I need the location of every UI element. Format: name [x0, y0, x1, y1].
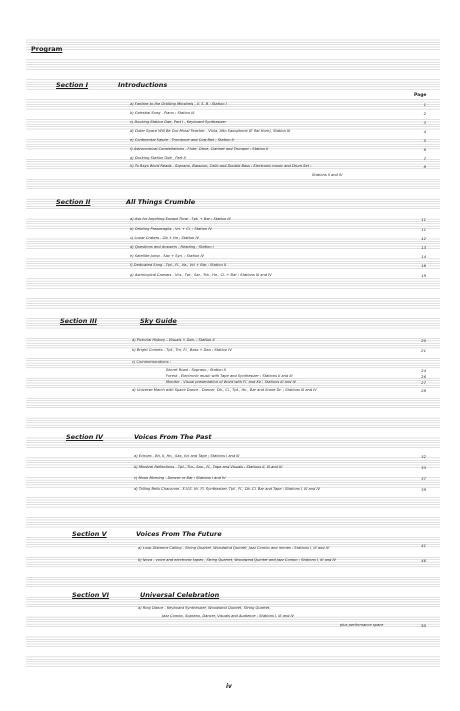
page-number: 12 — [421, 236, 426, 241]
section-3-title: Sky Guide — [140, 317, 177, 325]
page-number: 24 — [421, 368, 426, 373]
section-1-number: Section I — [56, 81, 89, 89]
page-number: 11 — [421, 217, 426, 222]
page-folio: iv — [226, 683, 232, 690]
page-number: 27 — [421, 380, 426, 385]
list-item: b) Nova - voice and electronic tapes , String Quartet, Woodwind Quintet and Jazz Combo ; Stations I, III and IV — [138, 558, 336, 562]
page-column-heading: Page — [414, 93, 427, 98]
list-item: b) Celestial Song - Piano ; Station III — [130, 111, 195, 115]
page-number: 21 — [421, 348, 426, 353]
section-2-title: All Things Crumble — [126, 198, 196, 206]
section-1-title: Introductions — [118, 81, 168, 89]
list-subitem: Monitor - Visual presentation of Word with Fl. and Kb ; Stations III and IV — [166, 380, 297, 384]
page-number: 37 — [421, 476, 426, 481]
page-number: 41 — [421, 543, 426, 548]
list-item-continuation: Jazz Combo, Soprano, Dancer, Visuals and Audience ; Stations I, III and IV — [162, 614, 295, 618]
list-item: a) Loop Distance Calling - String Quartet, Woodwind Quintet, Jazz Combo and mimes ; Stations I, III and IV — [138, 546, 330, 550]
section-5-title: Voices From The Future — [136, 530, 222, 538]
list-item: a) Echoes - Bn. II, Hn., Sax, Vcl and Tape ; Stations I and III — [134, 454, 240, 458]
list-item: f) Astronomical Constellations - Flute, Oboe, Clarinet and Trumpet ; Station II — [130, 147, 269, 151]
list-item-continuation: Stations II and IV — [312, 173, 343, 177]
page-number: 26 — [421, 374, 426, 379]
section-6-title: Universal Celebration — [140, 591, 220, 599]
section-3-number: Section III — [60, 317, 97, 325]
list-item: e) Satellite Jump - Sax + Syn. ; Station IV — [130, 254, 204, 258]
page-number: 1 — [423, 102, 426, 107]
list-subitem: Secret Road - Soprano ; Station II — [166, 368, 226, 372]
page-title: Program — [31, 45, 63, 53]
section-5-number: Section V — [72, 530, 107, 538]
page-number: 20 — [421, 338, 426, 343]
list-item: a) Ring Dance - Keyboard Synthesizer, Woodwind Quintet, String Quartet, — [138, 606, 271, 610]
page-number: 14 — [421, 254, 426, 259]
section-2-number: Section II — [56, 198, 91, 206]
list-item-continuation: plus performance space — [340, 623, 384, 627]
section-4-title: Voices From The Past — [134, 433, 212, 441]
page-number: 4 — [423, 129, 426, 134]
page-number: 32 — [421, 454, 426, 459]
list-item: d) Outer Space Will Be Our Moral Teacher - Viola, Alto Saxophone (E flat Horn), Station III — [130, 129, 291, 133]
list-item: f) Dedicated Song - Tpt., Fl., Va., Vcl + Bar ; Station II — [130, 263, 226, 267]
list-item: g) Docking Station Ode , Part II — [130, 156, 186, 160]
page-number: 39 — [421, 487, 426, 492]
list-item: d) Universe March with Space Dance - Dancer, Ob., Cl., Tpt., Hn., Bar and Snare Dr. ; Stations III and IV — [132, 388, 317, 392]
page-number: 5 — [423, 138, 426, 143]
section-4-number: Section IV — [66, 433, 104, 441]
page-number: 16 — [421, 263, 426, 268]
list-item: d) Tolling Bells Chaconne - E.V.S. Vc. Fl. Synthesizer, Tpt., Fl., Ob. Cl. Bar and Tape ; Stations I, III and IV — [134, 487, 320, 491]
list-item: a) Ask for Anything Except Time - Tpt. + Bar ; Station III — [130, 217, 231, 221]
page-number: 46 — [421, 558, 426, 563]
list-item: g) Astrological Caesars - Vcs., Tpt., Sar., Trb., Hn., Cl. + Bar ; Stations III and IV — [130, 273, 272, 277]
page-number: 7 — [423, 156, 426, 161]
list-item: a) Pictorial History - Visuals + Dan. ; Station II — [132, 338, 215, 342]
page-number: 13 — [421, 245, 426, 250]
list-item: c) Lunar Craters - Ob + Hn ; Station IV — [130, 236, 199, 240]
list-item: h) To Rays Word Reads - Soprano, Bassoon, Cello and Double Bass ; Electronic music and Drum Set ; — [130, 164, 312, 168]
list-item: c) Commemorations : — [132, 360, 171, 364]
page-number: 19 — [421, 273, 426, 278]
page-number: 11 — [421, 227, 426, 232]
list-item: d) Questions and Answers - Reading ; Station I — [130, 245, 214, 249]
list-item: c) Docking Station Ode, Part I - Keyboard Synthesizer — [130, 120, 226, 124]
list-item: b) Orbiting Passacaglia - Vn. + Cl. ; Station IV — [130, 227, 212, 231]
page-number: 3 — [423, 120, 426, 125]
list-item: a) Fanfare to the Orbiting Minstrels - V. S. B : Station I — [130, 102, 227, 106]
list-item: e) Continental Salute - Trombone and Cow Bell ; Station II — [130, 138, 234, 142]
page-number: 2 — [423, 111, 426, 116]
page-number: 50 — [421, 623, 426, 628]
page-number: 33 — [421, 465, 426, 470]
list-item: b) Minstrel Reflections - Tpt., Trn., Sax., Fl., Tape and Visuals ; Stations II, III and IV — [134, 465, 283, 469]
section-6-number: Section VI — [72, 591, 110, 599]
list-item: b) Bright Comets - Tpt., Trn, Fl., Bass + Dan ; Station IV — [132, 348, 232, 352]
list-item: c) Moon Morning - Dancer or Bar ; Stations I and IV — [134, 476, 226, 480]
page-number: 6 — [423, 147, 426, 152]
list-subitem: Forest - Electronic music with Tape and Synthesizer ; Stations II and III — [166, 374, 293, 378]
page-number: 8 — [423, 164, 426, 169]
page-number: 28 — [421, 388, 426, 393]
